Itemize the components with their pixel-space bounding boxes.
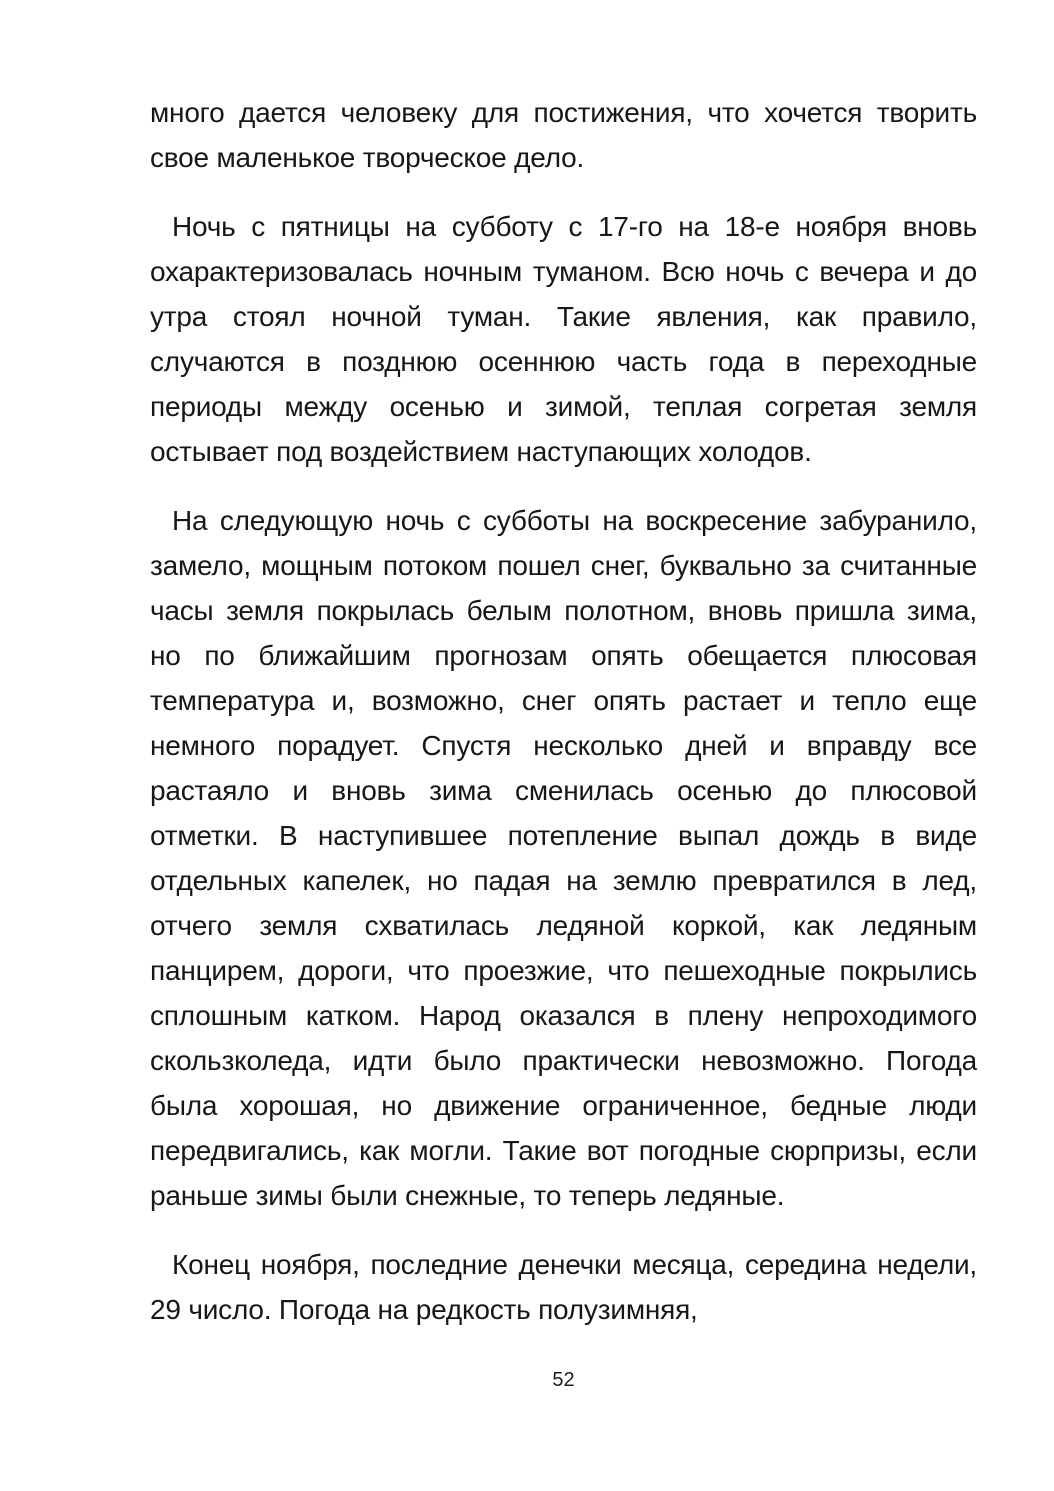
paragraph-night-fog: Ночь с пятницы на субботу с 17-го на 18-е ноября вновь охарактеризовалась ночным туманом. Всю ночь с вечера и до утра стоял ночной туман. Такие явления, как правило, случаются в позднюю осеннюю часть года в переходные периоды между осенью и зимой, теплая согретая земля остывает под воздействием наступающих холодов. [150,211,977,467]
paragraph-snow-and-ice: На следующую ночь с субботы на воскресение забуранило, замело, мощным потоком пошел снег, буквально за считанные часы земля покрылась белым полотном, вновь пришла зима, но по ближайшим прогнозам опять обещается плюсовая температура и, возможно, снег опять растает и тепло еще немного порадует. Спустя несколько дней и вправду все растаяло и вновь зима сменилась осенью до плюсовой отметки. В наступившее потепление выпал дождь в виде отдельных капелек, но падая на землю превратился в лед, отчего земля схватилась ледяной коркой, как ледяным панцирем, дороги, что проезжие, что пешеходные покрылись сплошным катком. Народ оказался в плену непроходимого скользколеда, идти было практически невозможно. Погода была хорошая, но движение ограниченное, бедные люди передвигались, как могли. Такие вот погодные сюрпризы, если раньше зимы были снежные, то теперь ледяные. [150,505,977,1211]
page-number: 52 [552,1369,575,1391]
page-body-text [150,90,977,1356]
paragraph-end-of-november: Конец ноября, последние денечки месяца, середина недели, 29 число. Погода на редкость полузимняя, [150,1249,977,1325]
paragraph-continuation: много дается человеку для постижения, что хочется творить свое маленькое творческое дело. [150,97,977,173]
